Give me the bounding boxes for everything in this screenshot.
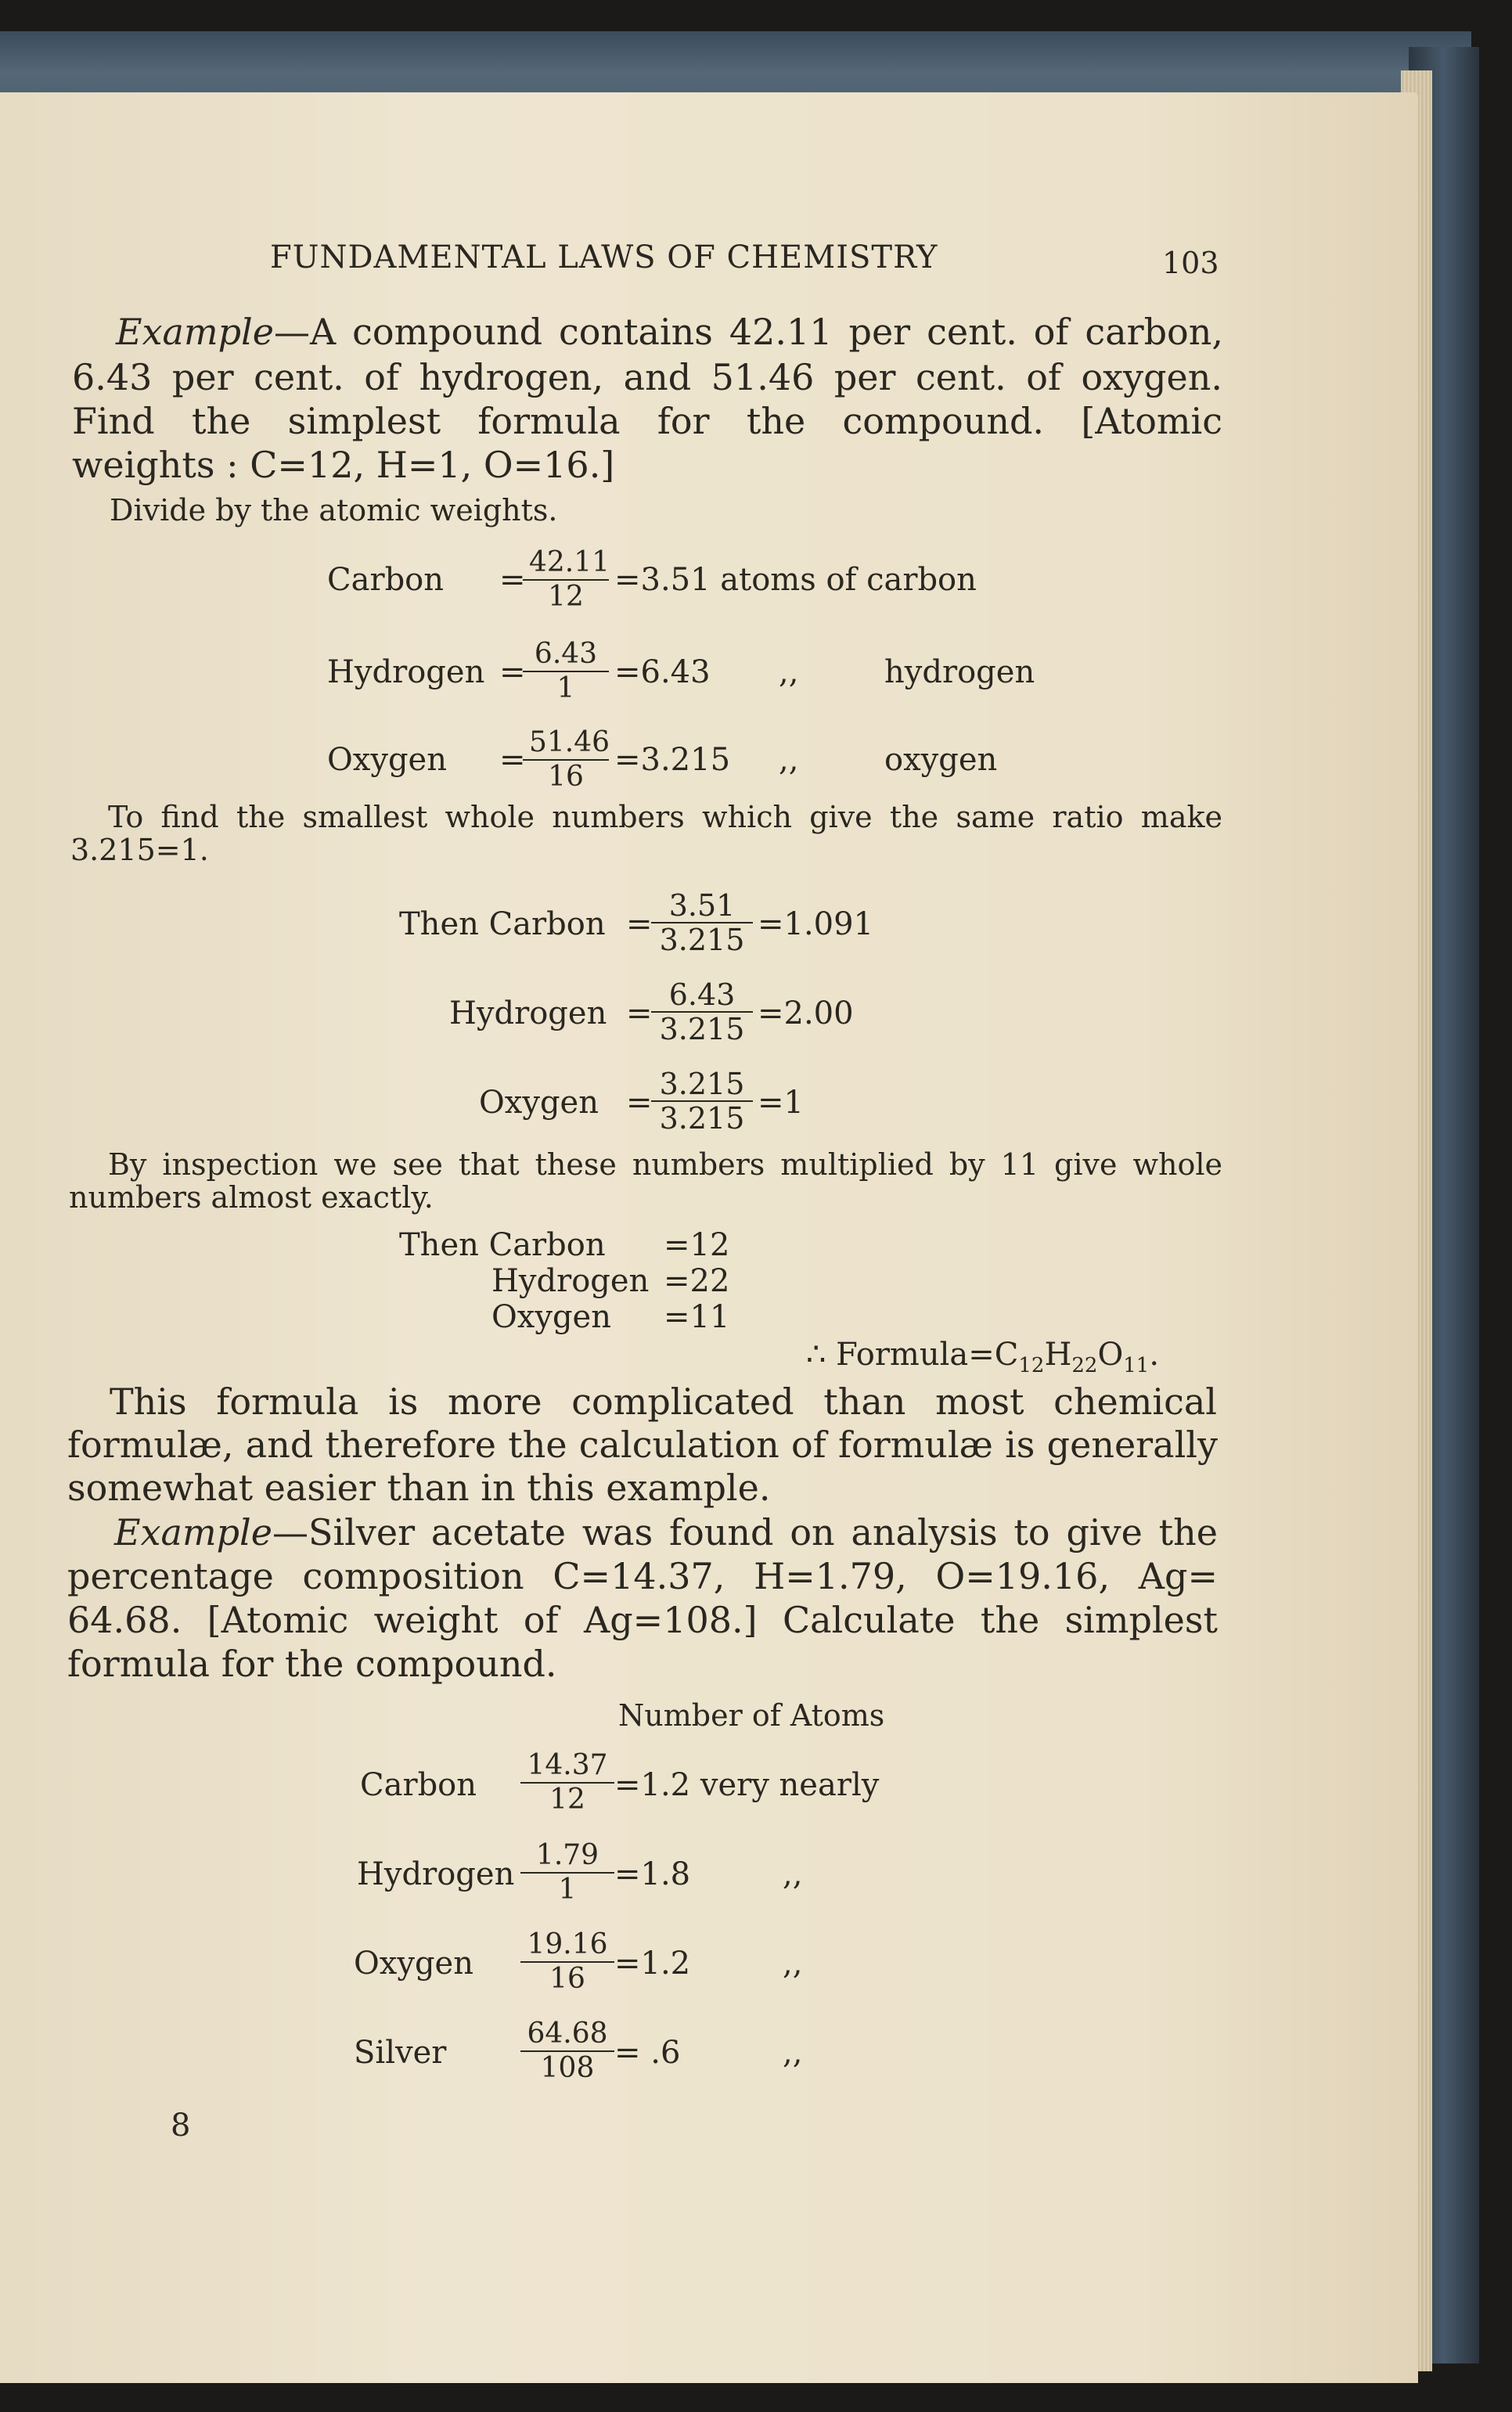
fraction-carbon: $\frac{42.11}{12}$ [523, 546, 609, 614]
book-page: FUNDAMENTAL LAWS OF CHEMISTRY 103 Example—A compound contains 42.11 per cent. of carbon, 6.43 per cent. of hydrogen, and 51.46 per cent. of oxygen. Find the simplest formula for the compound. [Atomic weights : C=12, H=1, O=16.] Divide by the atomic weights. Carbon = $\frac{42.11}{12}$ =3.51 atoms of carbon Hydrogen = $\frac{6.43}{1}$ =6.43 ,, hydrogen Oxygen = $\frac{51.46}{16}$ =3.215 ,, oxygen To find the smallest whole numbers which give the same ratio make 3.215=1. Then Carbon = $\frac{3.51}{3.215}$ =1.091 Hydrogen = $\frac{6.43}{3.215}$ =2.00 Oxygen = $\frac{3.215}{3.215}$ =1 By inspection we see that these numbers multiplied by 11 give whole numbers almost exactly. Then Carbon =12 Hydrogen =22 Oxygen =11 ∴ $Formula=C_{12}H_{22}O_{11}$. This formula is more complicated than most chemical formulæ, and therefore the calculation of formulæ is generally somewhat easier than in this example. Example—Silver acetate was found on analysis to give the percentage composition C=14.37, H=1.79, O=19.16, Ag= 64.68. [Atomic weight of Ag=108.] Calculate the simplest formula for the compound. Number of Atoms Carbon $\frac{14.37}{12}$ =1.2 very nearly Hydrogen $\frac{1.79}{1}$ =1.8 ,, Oxygen $\frac{19.16}{16}$ =1.2 ,, Silver $\frac{64.68}{108}$ = .6 ,, 8 [0, 92, 1418, 2383]
example2-line-2: percentage composition C=14.37, H=1.79, O=19.16, Ag= [67, 1555, 1218, 1597]
example1-line-1: Example—A compound contains 42.11 per cent. of carbon, [116, 311, 1223, 353]
atoms-table-heading: Number of Atoms [618, 1698, 885, 1733]
inspection-text-2: numbers almost exactly. [69, 1180, 434, 1215]
ratio-text-1: To find the smallest whole numbers which give the same ratio make [108, 800, 1222, 834]
inspection-text-1: By inspection we see that these numbers multiplied by 11 give whole [108, 1147, 1222, 1182]
atoms-fraction-carbon: $\frac{14.37}{12}$ [520, 1749, 614, 1816]
whole-row-hydrogen-value: =22 [664, 1263, 730, 1299]
atoms-fraction-hydrogen: $\frac{1.79}{1}$ [520, 1839, 614, 1906]
page-number: 103 [1162, 246, 1219, 280]
ratio-fraction-hydrogen: $\frac{6.43}{3.215}$ [651, 978, 753, 1046]
whole-row-carbon-value: =12 [664, 1227, 730, 1263]
whole-row-oxygen-value: =11 [664, 1299, 730, 1335]
fraction-hydrogen: $\frac{6.43}{1}$ [523, 638, 609, 705]
paragraph-line-3: somewhat easier than in this example. [67, 1467, 771, 1509]
whole-row-carbon-label: Then Carbon [399, 1227, 606, 1263]
example2-line-3: 64.68. [Atomic weight of Ag=108.] Calculate the simplest [67, 1599, 1218, 1641]
ratio-text-2: 3.215=1. [70, 833, 209, 867]
fraction-oxygen: $\frac{51.46}{16}$ [523, 726, 609, 794]
whole-row-oxygen-label: Oxygen [491, 1299, 611, 1335]
formula-result: ∴ $Formula=C_{12}H_{22}O_{11}$. [806, 1337, 1160, 1377]
paragraph-line-1: This formula is more complicated than most chemical [110, 1381, 1217, 1423]
example2-line-1: Example—Silver acetate was found on analysis to give the [114, 1511, 1218, 1553]
example2-line-4: formula for the compound. [67, 1643, 557, 1685]
whole-row-hydrogen-label: Hydrogen [491, 1263, 650, 1299]
example1-line-4: weights : C=12, H=1, O=16.] [72, 444, 615, 486]
atoms-fraction-silver: $\frac{64.68}{108}$ [520, 2018, 614, 2085]
example1-instruction: Divide by the atomic weights. [110, 493, 558, 527]
example1-label: Example [116, 311, 274, 353]
example2-label: Example [114, 1511, 272, 1553]
signature-mark: 8 [171, 2108, 191, 2144]
example1-line-3: Find the simplest formula for the compound. [Atomic [72, 400, 1222, 442]
example1-line-2: 6.43 per cent. of hydrogen, and 51.46 per cent. of oxygen. [72, 356, 1222, 398]
paragraph-line-2: formulæ, and therefore the calculation of formulæ is generally [67, 1424, 1218, 1466]
ratio-fraction-oxygen: $\frac{3.215}{3.215}$ [651, 1067, 753, 1135]
ratio-fraction-carbon: $\frac{3.51}{3.215}$ [651, 889, 753, 956]
atoms-fraction-oxygen: $\frac{19.16}{16}$ [520, 1928, 614, 1996]
running-title: FUNDAMENTAL LAWS OF CHEMISTRY [270, 239, 938, 275]
